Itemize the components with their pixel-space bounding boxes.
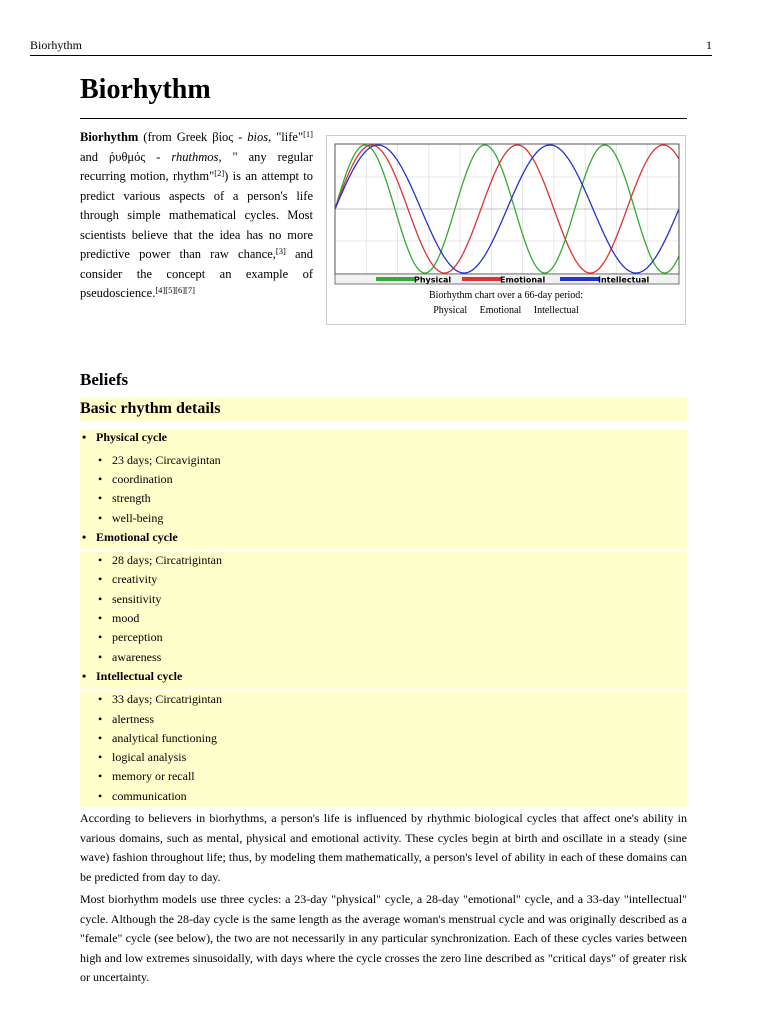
running-title: Biorhythm	[30, 38, 83, 52]
legend-swatch-intellectual	[560, 277, 600, 281]
list-item: • perception	[98, 630, 163, 644]
chart-legend	[335, 274, 679, 285]
page-title: Biorhythm	[80, 74, 211, 105]
intro-text: and consider the concept an example of pseudoscience.	[80, 247, 313, 300]
list-item: • communication	[98, 789, 187, 803]
ref-link[interactable]: [2]	[214, 168, 225, 178]
intro-italic-rhuthmos: rhuthmos	[171, 149, 219, 164]
legend-swatch-emotional	[462, 277, 502, 281]
intro-term: Biorhythm	[80, 130, 139, 144]
cycle-heading-physical: • Physical cycle	[82, 430, 167, 444]
list-item: • mood	[98, 611, 140, 625]
list-item: • sensitivity	[98, 592, 162, 606]
intro-text: ) is an attempt to predict various aspects of a person's life through simple mathematical cycles. Most scientists believe that the idea has no more predictive power than raw chance,	[80, 169, 313, 261]
biorhythm-figure	[326, 135, 686, 325]
page-number: 1	[706, 38, 712, 52]
list-item: • strength	[98, 491, 151, 505]
list-item: • well-being	[98, 511, 164, 525]
intro-text: , " any regular recurring motion, rhythm"	[80, 149, 313, 183]
body-paragraph: Most biorhythm models use three cycles: a 23-day "physical" cycle, a 28-day "emotional" cycle, and a 33-day "intellectual" cycle. Although the 28-day cycle is the same length as the average woman's menstrual cycle and was originally described as a "female" cycle (see below), the two are not necessarily in any particular synchronization. Each of these cycles varies between high and low extremes sinusoidally, with days where the cycle crosses the zero line described as "critical days" of greater risk or uncertainty.	[80, 892, 687, 984]
running-header	[30, 38, 712, 56]
caption-item-intellectual: Intellectual	[533, 305, 579, 316]
caption-item-physical: Physical	[433, 305, 468, 316]
intro-text: , "life"	[268, 130, 304, 144]
list-item: • logical analysis	[98, 750, 187, 764]
list-item: • memory or recall	[98, 769, 195, 783]
list-item: • analytical functioning	[98, 731, 217, 745]
list-item: • coordination	[98, 472, 173, 486]
list-item: • awareness	[98, 650, 162, 664]
list-item: • 33 days; Circatrigintan	[98, 692, 222, 706]
intro-text: (from Greek βίος -	[138, 130, 248, 144]
list-item: • creativity	[98, 572, 158, 586]
legend-label-intellectual: Intellectual	[598, 275, 650, 285]
intro-italic-bios: bios	[247, 130, 269, 144]
legend-swatch-physical	[376, 277, 416, 281]
list-item: • 23 days; Circavigintan	[98, 453, 221, 467]
section-heading-basic-rhythm: Basic rhythm details	[80, 398, 687, 422]
legend-label-physical: Physical	[414, 275, 452, 285]
figure-caption-items	[327, 305, 685, 316]
intro-paragraph	[80, 128, 313, 304]
biorhythm-chart	[334, 143, 680, 285]
caption-item-emotional: Emotional	[479, 305, 522, 316]
cycle-heading-intellectual: • Intellectual cycle	[82, 669, 183, 683]
title-rule	[80, 118, 687, 119]
list-item: • 28 days; Circatrigintan	[98, 553, 222, 567]
cycle-heading-emotional: • Emotional cycle	[82, 530, 178, 544]
figure-caption: Biorhythm chart over a 66-day period:	[428, 290, 584, 301]
list-item: • alertness	[98, 712, 154, 726]
ref-link[interactable]: [4][5][6][7]	[155, 285, 195, 295]
ref-link[interactable]: [1]	[303, 129, 313, 139]
ref-link[interactable]: [3]	[275, 246, 286, 256]
section-heading-beliefs: Beliefs	[80, 370, 129, 389]
body-paragraph: According to believers in biorhythms, a person's life is influenced by rhythmic biological cycles that affect one's ability in various domains, such as mental, physical and emotional activity. These cycles begin at birth and oscillate in a steady (sine wave) fashion throughout life; thus, by modeling them mathematically, a person's level of ability in each of these domains can be predicted from day to day.	[80, 811, 687, 884]
legend-label-emotional: Emotional	[500, 275, 546, 285]
intro-text: and ῥυθμός -	[80, 149, 172, 164]
